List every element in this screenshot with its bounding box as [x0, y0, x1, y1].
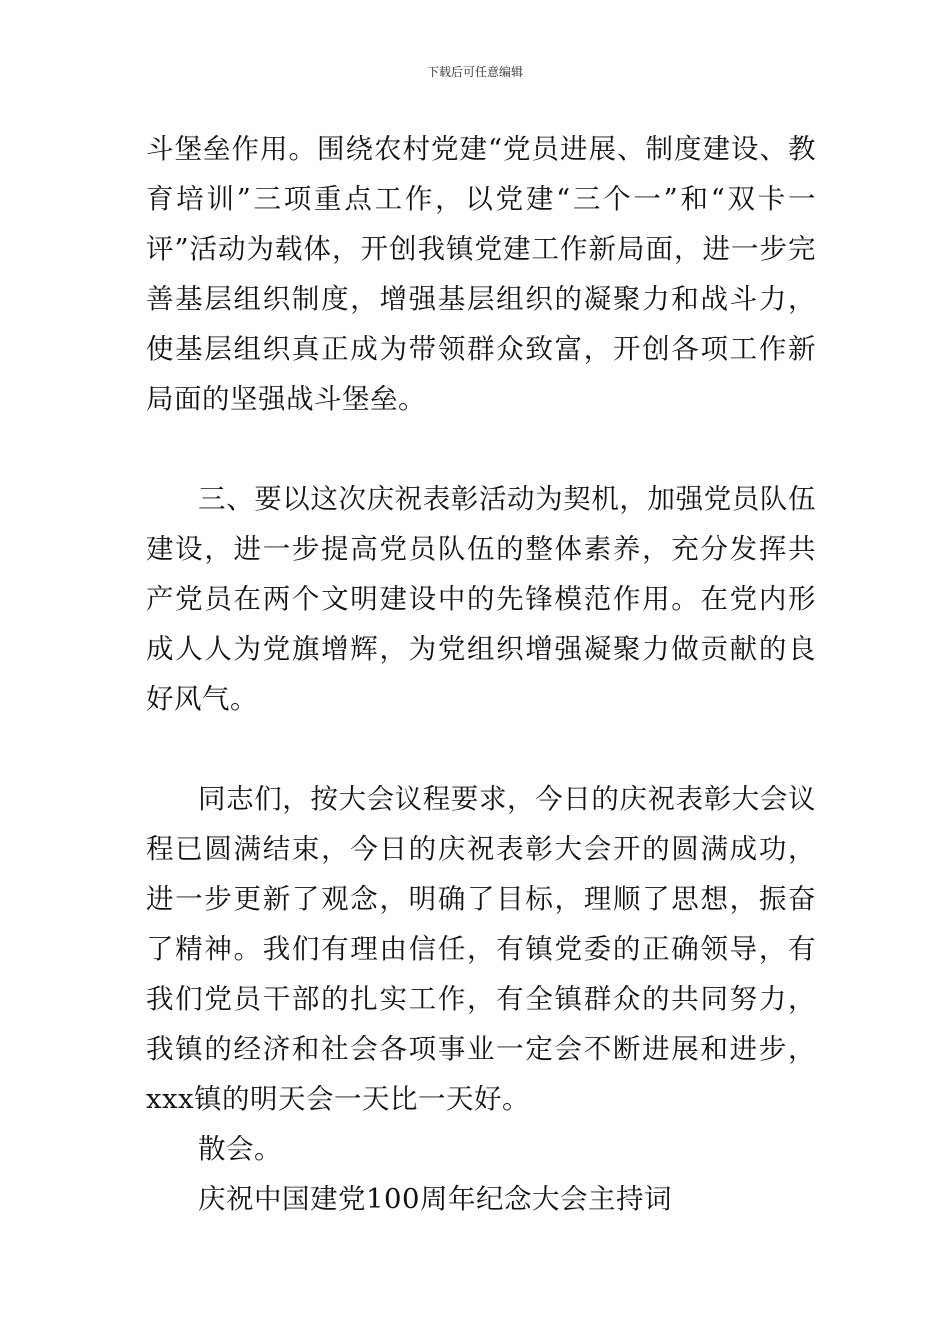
paragraph-2: 三、要以这次庆祝表彰活动为契机，加强党员队伍建设，进一步提高党员队伍的整体素养，充分发挥共产党员在两个文明建设中的先锋模范作用。在党内形成人人为党旗增辉，为党组织增强凝聚力做贡献的良好风气。 [146, 483, 816, 715]
document-title-line: 庆祝中国建党100周年纪念大会主持词 [198, 1183, 672, 1215]
paragraph-1: 斗堡垒作用。围绕农村党建“党员进展、制度建设、教育培训”三项重点工作，以党建“三个一”和“双卡一评”活动为载体，开创我镇党建工作新局面，进一步完善基层组织制度，增强基层组织的凝聚力和战斗力，使基层组织真正成为带领群众致富，开创各项工作新局面的坚强战斗堡垒。 [146, 133, 816, 415]
paragraph-3: 同志们，按大会议程要求，今日的庆祝表彰大会议程已圆满结束，今日的庆祝表彰大会开的圆满成功，进一步更新了观念，明确了目标，理顺了思想，振奋了精神。我们有理由信任，有镇党委的正确领导，有我们党员干部的扎实工作，有全镇群众的共同努力，我镇的经济和社会各项事业一定会不断进展和进步，xxx镇的明天会一天比一天好。 [146, 783, 816, 1115]
page-header-note: 下载后可任意编辑 [426, 65, 523, 79]
closing-line: 散会。 [198, 1133, 282, 1165]
document-body [146, 124, 816, 1224]
